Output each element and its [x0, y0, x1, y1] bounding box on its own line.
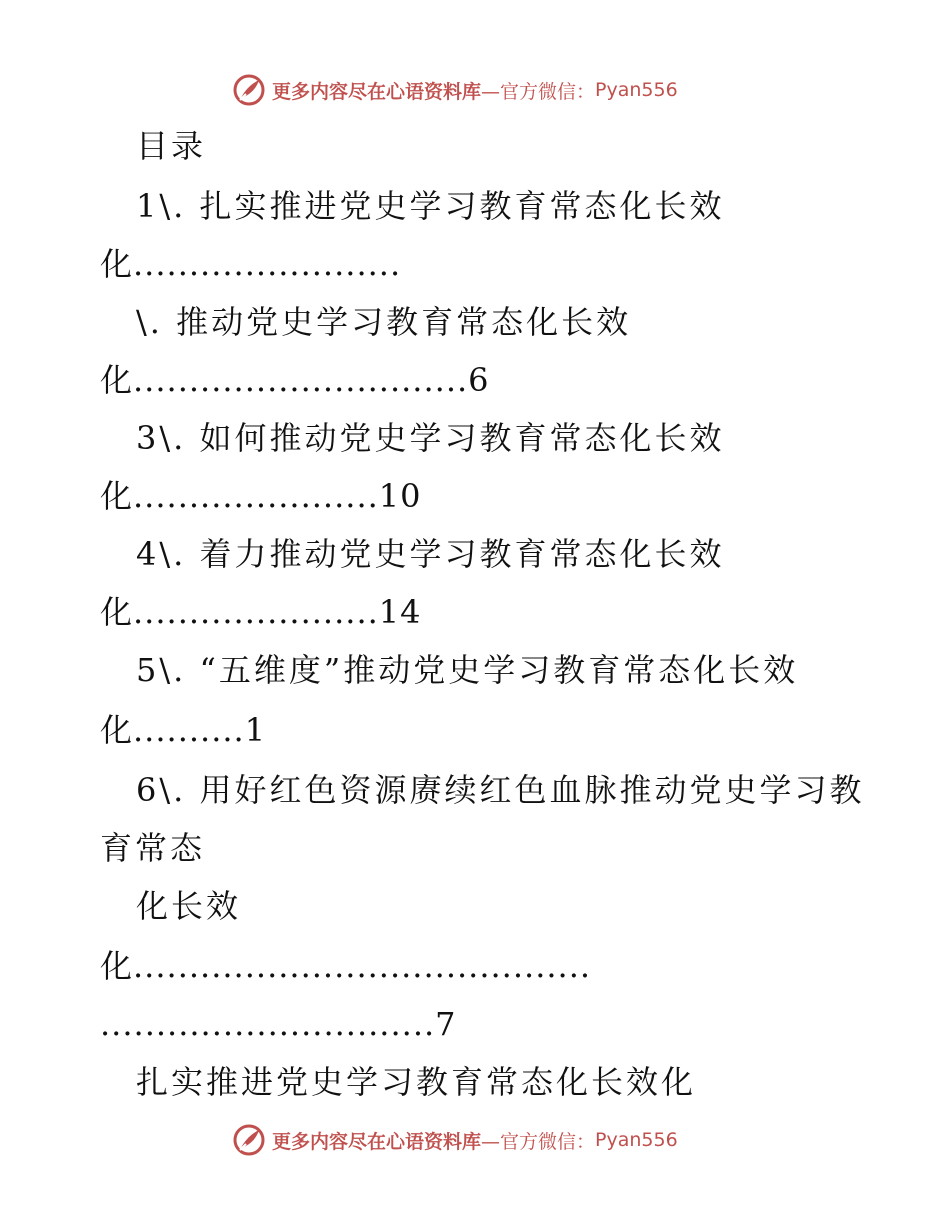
toc-entry-5: 5\. “五维度”推动党史学习教育常态化长效 — [136, 651, 799, 689]
toc-entry-1-leader: 化........................ — [100, 245, 402, 283]
toc-entry-6-leader-2: ..............................7 — [100, 1005, 457, 1043]
toc-entry-3: 3\. 如何推动党史学习教育常态化长效 — [136, 419, 725, 457]
toc-entry-6: 6\. 用好红色资源赓续红色血脉推动党史学习教 — [136, 771, 865, 809]
toc-entry-4-leader: 化......................14 — [100, 593, 422, 631]
toc-title: 目录 — [136, 127, 207, 165]
header-wechat-id: Pyan556 — [595, 79, 678, 101]
quill-logo-icon — [232, 1123, 266, 1157]
toc-entry-3-leader: 化......................10 — [100, 477, 422, 515]
footer-watermark — [232, 1120, 678, 1160]
toc-entry-1: 1\. 扎实推进党史学习教育常态化长效 — [136, 187, 725, 225]
header-official-text: —官方微信： — [481, 80, 596, 103]
toc-entry-6-cont-2: 化长效 — [136, 887, 242, 925]
toc-entry-2-leader: 化..............................6 — [100, 361, 490, 399]
footer-official-text: —官方微信： — [481, 1130, 596, 1153]
toc-entry-6-cont: 育常态 — [100, 829, 206, 867]
footer-wechat-id: Pyan556 — [595, 1129, 678, 1151]
footer-brand-text: 更多内容尽在心语资料库 — [272, 1130, 482, 1153]
toc-entry-4: 4\. 着力推动党史学习教育常态化长效 — [136, 535, 725, 573]
header-watermark — [232, 70, 678, 110]
toc-entry-5-leader: 化..........1 — [100, 711, 267, 749]
toc-entry-6-leader: 化......................................... — [100, 947, 592, 985]
toc-entry-2: \. 推动党史学习教育常态化长效 — [136, 303, 632, 341]
quill-logo-icon — [232, 73, 266, 107]
section-heading: 扎实推进党史学习教育常态化长效化 — [136, 1063, 697, 1101]
header-brand-text: 更多内容尽在心语资料库 — [272, 80, 482, 103]
